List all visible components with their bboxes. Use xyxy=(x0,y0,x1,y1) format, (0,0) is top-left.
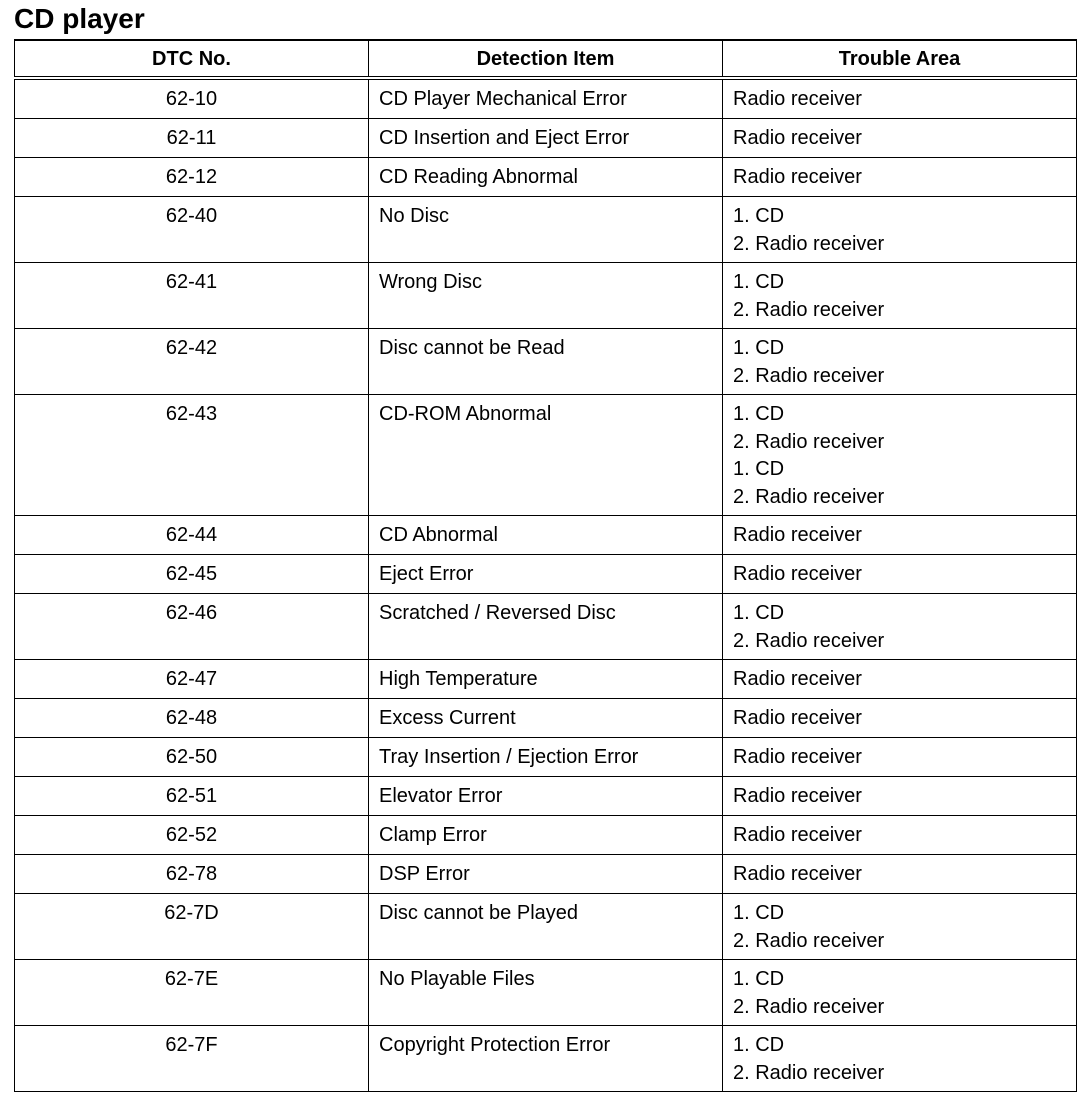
table-row xyxy=(15,699,1077,738)
trouble-area-line: 1. CD xyxy=(733,205,785,227)
dtc-code-cell: 62-42 xyxy=(15,329,369,395)
detection-item-cell: Disc cannot be Played xyxy=(369,894,723,960)
trouble-area-line: Radio receiver xyxy=(733,166,862,188)
detection-item-cell: CD Player Mechanical Error xyxy=(369,78,723,119)
detection-item-cell: No Playable Files xyxy=(369,960,723,1026)
detection-item-cell: Wrong Disc xyxy=(369,263,723,329)
dtc-code-cell: 62-43 xyxy=(15,395,369,516)
trouble-area-cell xyxy=(723,960,1077,1026)
detection-item-cell: CD-ROM Abnormal xyxy=(369,395,723,516)
table-row xyxy=(15,329,1077,395)
table-row xyxy=(15,1026,1077,1092)
table-header xyxy=(15,40,1077,78)
trouble-area-line: 1. CD xyxy=(733,458,785,480)
trouble-area-cell xyxy=(723,594,1077,660)
trouble-area-cell xyxy=(723,894,1077,960)
trouble-area-line: 1. CD xyxy=(733,902,785,924)
detection-item-cell: Eject Error xyxy=(369,555,723,594)
table-row xyxy=(15,660,1077,699)
trouble-area-line: 1. CD xyxy=(733,271,785,293)
dtc-table xyxy=(14,39,1077,1092)
trouble-area-line: 2. Radio receiver xyxy=(733,1061,885,1084)
detection-item-cell: Elevator Error xyxy=(369,777,723,816)
table-row xyxy=(15,158,1077,197)
table-row xyxy=(15,894,1077,960)
trouble-area-cell xyxy=(723,855,1077,894)
dtc-code-cell: 62-10 xyxy=(15,78,369,119)
detection-item-cell: CD Reading Abnormal xyxy=(369,158,723,197)
trouble-area-cell xyxy=(723,197,1077,263)
trouble-area-line: Radio receiver xyxy=(733,785,862,807)
trouble-area-line: Radio receiver xyxy=(733,863,862,885)
trouble-area-cell xyxy=(723,1026,1077,1092)
page-title: CD player xyxy=(14,3,145,34)
trouble-area-line: 1. CD xyxy=(733,968,785,990)
trouble-area-line: 2. Radio receiver xyxy=(733,629,885,652)
dtc-code-cell: 62-7E xyxy=(15,960,369,1026)
trouble-area-line: 1. CD xyxy=(733,602,785,624)
trouble-area-cell xyxy=(723,777,1077,816)
trouble-area-line: Radio receiver xyxy=(733,668,862,690)
table-row xyxy=(15,777,1077,816)
trouble-area-cell xyxy=(723,660,1077,699)
trouble-area-cell xyxy=(723,263,1077,329)
trouble-area-line: Radio receiver xyxy=(733,88,862,110)
trouble-area-cell xyxy=(723,699,1077,738)
table-row xyxy=(15,816,1077,855)
trouble-area-line: Radio receiver xyxy=(733,524,862,546)
dtc-code-cell: 62-50 xyxy=(15,738,369,777)
trouble-area-line: 1. CD xyxy=(733,337,785,359)
table-row xyxy=(15,395,1077,516)
header-detection-item: Detection Item xyxy=(369,40,723,78)
trouble-area-cell xyxy=(723,158,1077,197)
dtc-code-cell: 62-11 xyxy=(15,119,369,158)
trouble-area-line: 2. Radio receiver xyxy=(733,929,885,952)
trouble-area-line: 2. Radio receiver xyxy=(733,995,885,1018)
header-dtc-no: DTC No. xyxy=(15,40,369,78)
dtc-code-cell: 62-78 xyxy=(15,855,369,894)
trouble-area-line: 2. Radio receiver xyxy=(733,430,885,453)
dtc-code-cell: 62-51 xyxy=(15,777,369,816)
trouble-area-line: Radio receiver xyxy=(733,824,862,846)
dtc-code-cell: 62-12 xyxy=(15,158,369,197)
dtc-code-cell: 62-7F xyxy=(15,1026,369,1092)
detection-item-cell: Tray Insertion / Ejection Error xyxy=(369,738,723,777)
detection-item-cell: Copyright Protection Error xyxy=(369,1026,723,1092)
detection-item-cell: Scratched / Reversed Disc xyxy=(369,594,723,660)
table-row xyxy=(15,855,1077,894)
trouble-area-line: 1. CD xyxy=(733,1034,785,1056)
dtc-code-cell: 62-41 xyxy=(15,263,369,329)
dtc-code-cell: 62-52 xyxy=(15,816,369,855)
table-row xyxy=(15,78,1077,119)
detection-item-cell: No Disc xyxy=(369,197,723,263)
trouble-area-line: 2. Radio receiver xyxy=(733,298,885,321)
header-trouble-area: Trouble Area xyxy=(723,40,1077,78)
dtc-code-cell: 62-47 xyxy=(15,660,369,699)
table-row xyxy=(15,960,1077,1026)
dtc-code-cell: 62-44 xyxy=(15,516,369,555)
table-row xyxy=(15,263,1077,329)
trouble-area-cell xyxy=(723,119,1077,158)
trouble-area-line: Radio receiver xyxy=(733,127,862,149)
trouble-area-line: Radio receiver xyxy=(733,707,862,729)
trouble-area-line: 2. Radio receiver xyxy=(733,232,885,255)
detection-item-cell: High Temperature xyxy=(369,660,723,699)
trouble-area-line: Radio receiver xyxy=(733,746,862,768)
table-row xyxy=(15,197,1077,263)
trouble-area-cell xyxy=(723,516,1077,555)
table-row xyxy=(15,516,1077,555)
trouble-area-cell xyxy=(723,738,1077,777)
trouble-area-cell xyxy=(723,329,1077,395)
trouble-area-line: 2. Radio receiver xyxy=(733,364,885,387)
detection-item-cell: DSP Error xyxy=(369,855,723,894)
dtc-code-cell: 62-7D xyxy=(15,894,369,960)
trouble-area-line: Radio receiver xyxy=(733,563,862,585)
dtc-code-cell: 62-48 xyxy=(15,699,369,738)
detection-item-cell: CD Insertion and Eject Error xyxy=(369,119,723,158)
trouble-area-line: 1. CD xyxy=(733,403,785,425)
detection-item-cell: Disc cannot be Read xyxy=(369,329,723,395)
table-row xyxy=(15,594,1077,660)
table-row xyxy=(15,555,1077,594)
trouble-area-cell xyxy=(723,78,1077,119)
dtc-code-cell: 62-40 xyxy=(15,197,369,263)
table-row xyxy=(15,738,1077,777)
detection-item-cell: Excess Current xyxy=(369,699,723,738)
dtc-code-cell: 62-45 xyxy=(15,555,369,594)
trouble-area-cell xyxy=(723,816,1077,855)
detection-item-cell: Clamp Error xyxy=(369,816,723,855)
trouble-area-cell xyxy=(723,555,1077,594)
trouble-area-cell xyxy=(723,395,1077,516)
table-body xyxy=(15,78,1077,1092)
detection-item-cell: CD Abnormal xyxy=(369,516,723,555)
table-row xyxy=(15,119,1077,158)
dtc-code-cell: 62-46 xyxy=(15,594,369,660)
trouble-area-line: 2. Radio receiver xyxy=(733,485,885,508)
